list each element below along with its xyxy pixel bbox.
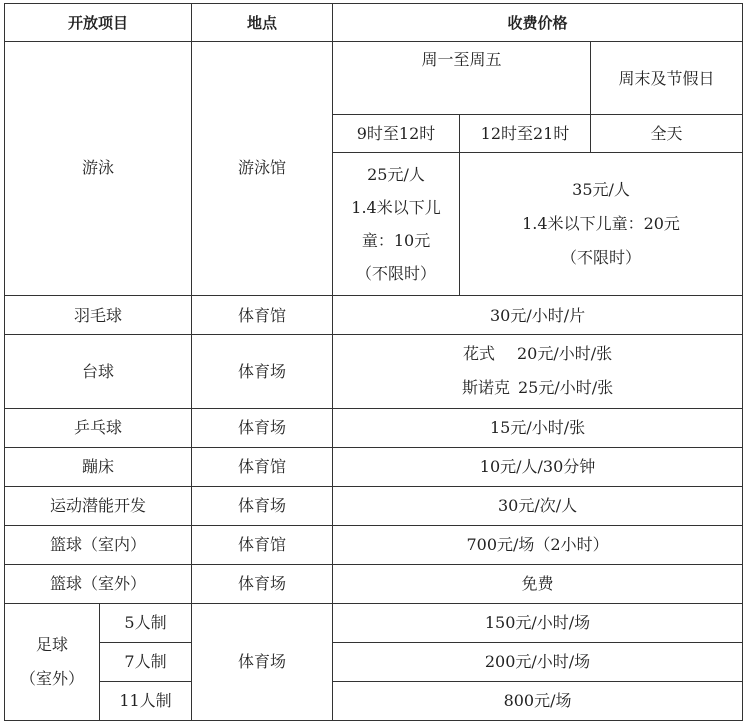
swim-slot-allday: 全天 [591, 115, 743, 153]
swim-price-morning-line: 1.4米以下儿 [351, 198, 441, 218]
item-name: 乒乓球 [5, 408, 192, 447]
billiards-price: 20元/小时/张 [516, 344, 613, 364]
football-format: 7人制 [100, 642, 192, 681]
football-price: 800元/场 [333, 681, 743, 720]
billiards-price: 25元/小时/张 [517, 378, 614, 398]
table-row [5, 564, 743, 603]
item-venue: 体育场 [192, 486, 333, 525]
swim-price-other-line: 35元/人 [572, 180, 630, 200]
item-venue: 体育馆 [192, 525, 333, 564]
item-price [333, 335, 743, 408]
item-venue: 体育馆 [192, 447, 333, 486]
football-price: 150元/小时/场 [333, 603, 743, 642]
item-name: 蹦床 [5, 447, 192, 486]
item-price: 10元/人/30分钟 [333, 447, 743, 486]
football-format: 11人制 [100, 681, 192, 720]
item-venue: 体育场 [192, 335, 333, 408]
item-price: 30元/小时/片 [333, 296, 743, 335]
football-row [5, 603, 743, 642]
football-name-line: （室外） [19, 668, 84, 688]
swim-price-other [460, 153, 743, 296]
football-format: 5人制 [100, 603, 192, 642]
billiards-type: 斯诺克 [461, 378, 510, 398]
football-row [5, 642, 743, 681]
swim-weekend-header: 周末及节假日 [591, 42, 743, 115]
item-price: 15元/小时/张 [333, 408, 743, 447]
header-row [5, 4, 743, 42]
football-row [5, 681, 743, 720]
swim-slot-afternoon: 12时至21时 [460, 115, 591, 153]
item-price: 免费 [333, 564, 743, 603]
item-venue: 体育场 [192, 408, 333, 447]
swim-row-1 [5, 42, 743, 115]
item-name: 台球 [5, 335, 192, 408]
table-row [5, 296, 743, 335]
billiards-price-line [333, 337, 742, 371]
item-price: 30元/次/人 [333, 486, 743, 525]
swim-price-other-line: （不限时） [561, 248, 642, 268]
football-name [5, 603, 100, 720]
billiards-price-line [333, 371, 742, 405]
swim-venue: 游泳馆 [192, 42, 333, 296]
item-name: 羽毛球 [5, 296, 192, 335]
swim-price-other-line: 1.4米以下儿童：20元 [522, 214, 680, 234]
swim-price-morning-line: 童：10元 [361, 231, 431, 251]
football-price: 200元/小时/场 [333, 642, 743, 681]
item-name: 运动潜能开发 [5, 486, 192, 525]
swim-price-morning [333, 153, 460, 296]
football-venue: 体育场 [192, 603, 333, 720]
table-row [5, 408, 743, 447]
swim-slot-morning: 9时至12时 [333, 115, 460, 153]
item-price: 700元/场（2小时） [333, 525, 743, 564]
header-location: 地点 [192, 4, 333, 42]
football-name-line: 足球 [35, 634, 68, 654]
item-venue: 体育场 [192, 564, 333, 603]
table-row [5, 525, 743, 564]
item-name: 篮球（室外） [5, 564, 192, 603]
table-row [5, 335, 743, 408]
header-item: 开放项目 [5, 4, 192, 42]
swim-name: 游泳 [5, 42, 192, 296]
item-name: 篮球（室内） [5, 525, 192, 564]
billiards-type: 花式 [462, 344, 495, 364]
swim-price-morning-line: 25元/人 [367, 165, 425, 185]
item-venue: 体育馆 [192, 296, 333, 335]
swim-weekday-header: 周一至周五 [333, 42, 591, 115]
table-row [5, 447, 743, 486]
price-table [4, 3, 743, 721]
table-row [5, 486, 743, 525]
header-price: 收费价格 [333, 4, 743, 42]
swim-price-morning-line: （不限时） [356, 264, 437, 284]
